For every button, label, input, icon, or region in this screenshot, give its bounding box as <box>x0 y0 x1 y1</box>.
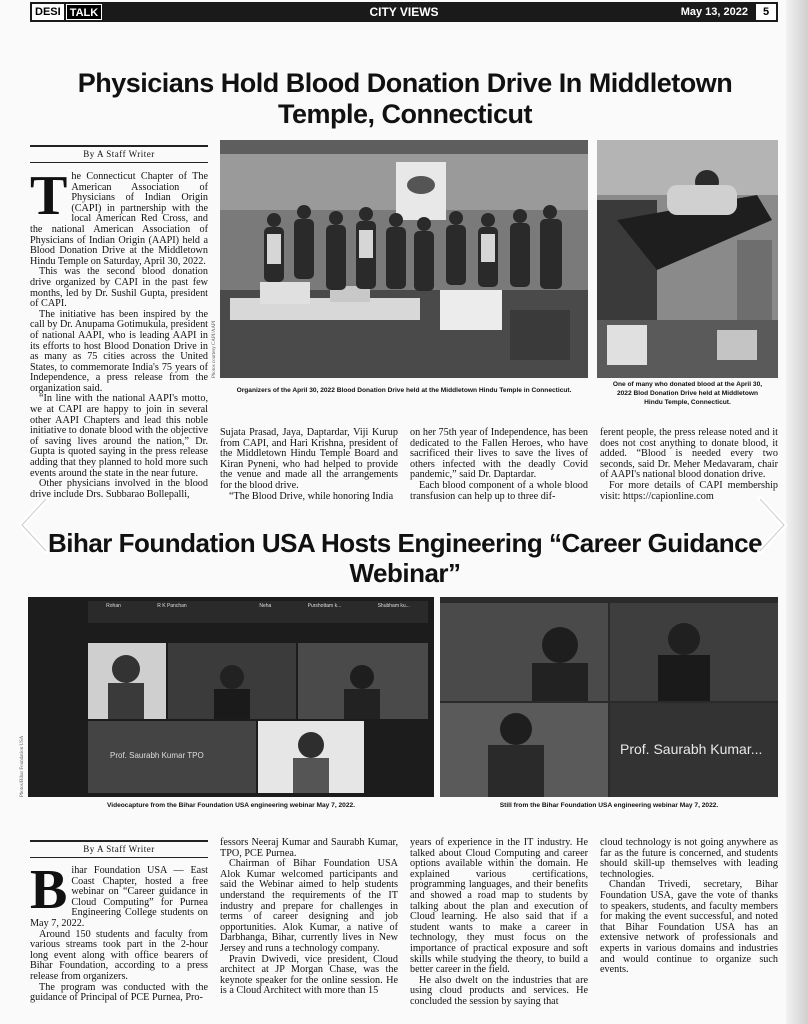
article2-paragraph: Pravin Dwivedi, vice president, Cloud architect at JP Morgan Chase, was the keynote speaker for the online session. He is a Cloud Architect with more than 15 <box>220 953 398 997</box>
article1-headline: Physicians Hold Blood Donation Drive In Middletown Temple, Connecticut <box>77 68 733 129</box>
article1-paragraph: Each blood component of a whole blood transfusion can help up to three dif- <box>410 479 588 502</box>
webinar-tile-label: Prof. Saurabh Kumar TPO <box>110 751 204 760</box>
article2-column-4 <box>600 838 778 976</box>
article1-caption-1: Organizers of the April 30, 2022 Blood Donation Drive held at the Middletown Hindu Temple in Connecticut. <box>236 387 572 394</box>
article1-paragraph: The Connecticut Chapter of The American Association of Physicians of Indian Origin (CAPI) in partnership with the local American Red Cross, and the national American Association of Physicians of Indian Origin (AAPI) held a Blood Donation Drive at the Middletown Hindu Temple on Saturday, April 30, 2022. <box>30 165 208 267</box>
chevron-right-icon <box>756 495 790 555</box>
webinar-top-strip <box>88 603 428 609</box>
participant-name: R K Panchan <box>157 603 187 609</box>
webinar-grid-image <box>28 597 434 797</box>
article1-column-1 <box>30 165 208 500</box>
article1-paragraph: The initiative has been inspired by the call by Dr. Anupama Gotimukula, president of national AAPI, who is leading AAPI in its efforts to host Blood Donation Drive in as many as 75 cities across the United States, to commemorate India's 75 years of Independence, a press release from the organization said. <box>30 308 208 394</box>
article1-paragraph: For more details of CAPI membership visit: https://capionline.com <box>600 479 778 502</box>
article1-caption-2: One of many who donated blood at the April 30, 2022 Blod Donation Drive held at Middletown Hindu Temple, Connecticut. <box>612 381 763 406</box>
article2-paragraph: Bihar Foundation USA — East Coast Chapter, hosted a free webinar on “Career guidance in Cloud Computing” for Purnea Engineering College students on May 7, 2022. <box>30 859 208 929</box>
page-header <box>30 2 778 22</box>
previous-page-arrow[interactable] <box>16 495 50 555</box>
participant-name: Neha <box>259 603 272 609</box>
group-photo-image <box>220 140 588 378</box>
article1-column-3 <box>410 428 588 502</box>
article1-paragraph: on her 75th year of Independence, has been dedicated to the Fallen Heroes, who have sacrificed their lives to save the lives of others infected with the deadly Covid pandemic,” said Dr. Daptardar. <box>410 427 588 481</box>
article2-column-3 <box>410 838 588 1008</box>
issue-date: May 13, 2022 <box>680 6 748 18</box>
dropcap: T <box>30 165 68 227</box>
article2-column-2 <box>220 838 398 997</box>
article2-photo-credit: Photos/Bihar Foundation USA <box>20 735 25 797</box>
page-number: 5 <box>756 4 776 20</box>
article1-column-4 <box>600 428 778 502</box>
participant-name: Shubham ku... <box>377 603 410 609</box>
article2-paragraph: Chairman of Bihar Foundation USA Alok Kumar welcomed participants and said the Webinar aimed to help students understand the requirements of the IT industry and prepare for challenges in terms of career designing and job opportunities. Alok Kumar, a native of Darbhanga, Bihar, currently lives in New Jersey and runs a technology company. <box>220 858 398 954</box>
article1-paragraph: “In line with the national AAPI's motto, we at CAPI are happy to join in several other AAPI Chapters and lead this noble initiative to donate blood with the objective of saving lives around the nation,” Dr. Gupta is quoted saying in the press release adding that they planned to hold more such events around the state in the near future. <box>30 393 208 479</box>
article2-caption-2: Still from the Bihar Foundation USA engineering webinar May 7, 2022. <box>499 802 719 809</box>
article2-paragraph: years of experience in the IT industry. He talked about Cloud Computing and career options available within the domain. He explained various certifications, programming languages, and their benefits and showed a road map to students by talking about the plan and execution of Cloud learning. He also said that if a student wants to make a career in technology, they must focus on the importance of practical exposure and soft skills while studying the theory, to build a better career in the field. <box>410 837 588 976</box>
article1-photo-credit: Photos courtesy CAPI/AAPI <box>212 320 217 378</box>
article1-paragraph: Sujata Prasad, Jaya, Daptardar, Viji Kurup from CAPI, and Hari Krishna, president of the Middletown Hindu Temple Board and Kiran Pyneni, who had helped to provide the venue and made all the arrangements for the blood drive. <box>220 427 398 491</box>
group-photo <box>220 140 588 378</box>
article2-paragraph: Chandan Trivedi, secretary, Bihar Foundation USA, gave the vote of thanks to speakers, students, and faculty members for making the event successful, and noted that Bihar Foundation USA has an extensive network of professionals and experts in various domains and industries and would continue to organize such events. <box>600 879 778 976</box>
brand-part-2: TALK <box>66 4 103 20</box>
webinar-capture-right <box>440 597 778 797</box>
article2-column-1 <box>30 859 208 1004</box>
article1-paragraph: “The Blood Drive, while honoring India <box>229 490 394 502</box>
donor-photo <box>597 140 778 378</box>
participant-name: Rohan <box>106 603 121 609</box>
chevron-left-icon <box>16 495 50 555</box>
article2-paragraph: fessors Neeraj Kumar and Saurabh Kumar, TPO, PCE Purnea. <box>220 837 398 859</box>
next-page-arrow[interactable] <box>756 495 790 555</box>
article2-paragraph: The program was conducted with the guidance of Principal of PCE Purnea, Pro- <box>30 981 208 1004</box>
donor-photo-image <box>597 140 778 378</box>
article2-paragraph: He also dwelt on the industries that are using cloud products and services. He concluded the session by saying that <box>410 974 588 1007</box>
article2-caption-1: Videocapture from the Bihar Foundation USA engineering webinar May 7, 2022. <box>106 802 356 809</box>
article2-paragraph: Around 150 students and faculty from various streams took part in the 2-hour long event along with office bearers of Bihar Foundation, according to a press release from organizers. <box>30 928 208 982</box>
dropcap: B <box>30 859 68 921</box>
brand-part-1: DESI <box>32 4 64 20</box>
webinar-still-image <box>440 597 778 797</box>
article2-byline: By A Staff Writer <box>30 840 208 858</box>
webinar-speaker-label: Prof. Saurabh Kumar... <box>620 741 763 757</box>
article2-paragraph: cloud technology is not going anywhere as far as the future is concerned, and students should skill-up themselves with leading technologies. <box>600 837 778 880</box>
section-name: CITY VIEWS <box>369 5 439 19</box>
webinar-capture-left <box>28 597 434 797</box>
article1-column-2 <box>220 428 398 502</box>
article1-paragraph: Other physicians involved in the blood drive include Drs. Subbarao Bollepalli, <box>30 478 208 500</box>
article1-paragraph: ferent people, the press release noted and it does not cost anything to donate blood, it added. “Blood is needed every two seconds, said Dr. Meher Medavaram, chair of AAPI's national blood donation drive. <box>600 427 778 481</box>
article1-byline: By A Staff Writer <box>30 145 208 163</box>
article2-headline: Bihar Foundation USA Hosts Engineering “Career Guidance Webinar” <box>47 528 763 588</box>
participant-name: Purshottam k... <box>307 603 342 609</box>
article1-paragraph: This was the second blood donation drive organized by CAPI in the past few months, led by Dr. Sushil Gupta, president of CAPI. <box>30 266 208 310</box>
